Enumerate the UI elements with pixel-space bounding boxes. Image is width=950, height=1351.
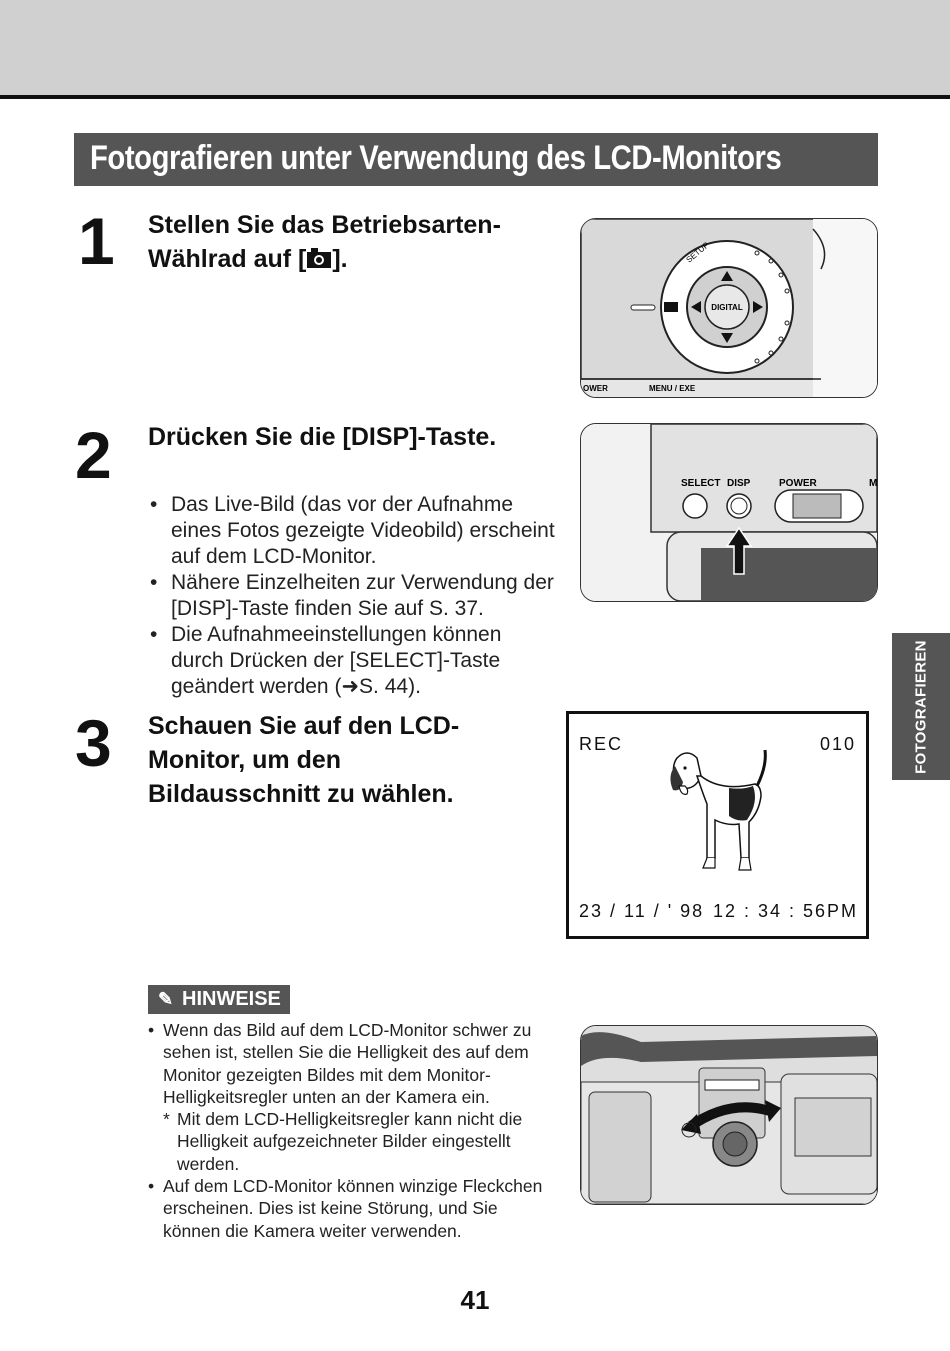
disp-button-drawing: [581, 424, 877, 601]
camera-icon: [306, 247, 332, 269]
m-label: M: [869, 478, 877, 489]
lcd-monitor-preview: [566, 711, 869, 939]
step-1-title-line-2: [148, 242, 501, 276]
lcd-frame-count: 010: [819, 734, 856, 754]
header-band: [0, 0, 950, 95]
step-2-bullet-3: • Die Aufnahmeeinstellungen können durch Drücken der [SELECT]-Taste geändert werden (➜S. 44).: [148, 622, 558, 700]
setup-label: SETUP: [684, 240, 711, 265]
select-label: SELECT: [681, 478, 721, 489]
page-title-bar: [74, 133, 878, 186]
lcd-mode: REC: [579, 734, 624, 754]
step-2-bullets: [148, 492, 558, 700]
menu-exe-label: MENU / EXE: [649, 384, 696, 393]
chapter-side-tab-label: FOTOGRAFIEREN: [912, 639, 930, 774]
step-1-title-pre: Wählrad auf [: [148, 245, 307, 273]
step-1-title: [148, 208, 501, 276]
lcd-ampm: PM: [827, 901, 858, 921]
pencil-icon: ✎: [158, 989, 174, 1009]
brightness-dial-drawing: [581, 1026, 877, 1204]
step-1-title-line-1: Stellen Sie das Betriebsarten-: [148, 211, 501, 239]
step-3-title-line-1: Schauen Sie auf den LCD-: [148, 712, 460, 740]
notes-heading: [148, 985, 290, 1014]
step-3-number: 3: [75, 706, 112, 780]
notes-list: [148, 1019, 558, 1242]
brightness-dial-illustration: [580, 1025, 878, 1205]
power-label: OWER: [583, 384, 608, 393]
chapter-side-tab: [892, 633, 950, 780]
power-switch-label: POWER: [779, 478, 817, 489]
disp-button-illustration: [580, 423, 878, 602]
step-2-title: Drücken Sie die [DISP]-Taste.: [148, 423, 497, 451]
note-item-1: • Wenn das Bild auf dem LCD-Monitor schwer zu sehen ist, stellen Sie die Helligkeit des auf dem Monitor gezeigten Bildes mit dem Monitor-Helligkeitsregler unten an der Kamera ein.: [148, 1019, 558, 1108]
mode-dial-illustration: [580, 218, 878, 398]
step-3-title-line-2: Monitor, um den: [148, 746, 342, 774]
note-item-2: • Auf dem LCD-Monitor können winzige Fleckchen erscheinen. Dies ist keine Störung, und Sie können die Kamera weiter verwenden.: [148, 1175, 558, 1242]
dog-illustration: [667, 746, 777, 881]
step-2-bullet-1: • Das Live-Bild (das vor der Aufnahme eines Fotos gezeigte Videobild) erscheint auf dem LCD-Monitor.: [148, 492, 558, 570]
note-subitem-1: * Mit dem LCD-Helligkeitsregler kann nicht die Helligkeit aufgezeichneter Bilder eingestellt werden.: [148, 1108, 558, 1175]
step-3-title-line-3: Bildausschnitt zu wählen.: [148, 780, 454, 808]
header-rule: [0, 95, 950, 99]
lcd-date: 23 / 11 / ' 98: [579, 901, 705, 921]
page-title: Fotografieren unter Verwendung des LCD-Monitors: [90, 139, 782, 177]
step-3-title: [148, 709, 459, 811]
step-2-bullet-2: • Nähere Einzelheiten zur Verwendung der [DISP]-Taste finden Sie auf S. 37.: [148, 570, 558, 622]
step-1-number: 1: [78, 204, 115, 278]
lcd-time: 12 : 34 : 56: [713, 901, 828, 921]
step-2-number: 2: [75, 418, 112, 492]
mode-dial-drawing: [581, 219, 877, 397]
digital-label: DIGITAL: [711, 303, 743, 312]
notes-heading-label: HINWEISE: [182, 988, 281, 1010]
step-1-title-post: ].: [332, 245, 348, 273]
page-number: 41: [460, 1285, 490, 1315]
disp-label: DISP: [727, 478, 751, 489]
